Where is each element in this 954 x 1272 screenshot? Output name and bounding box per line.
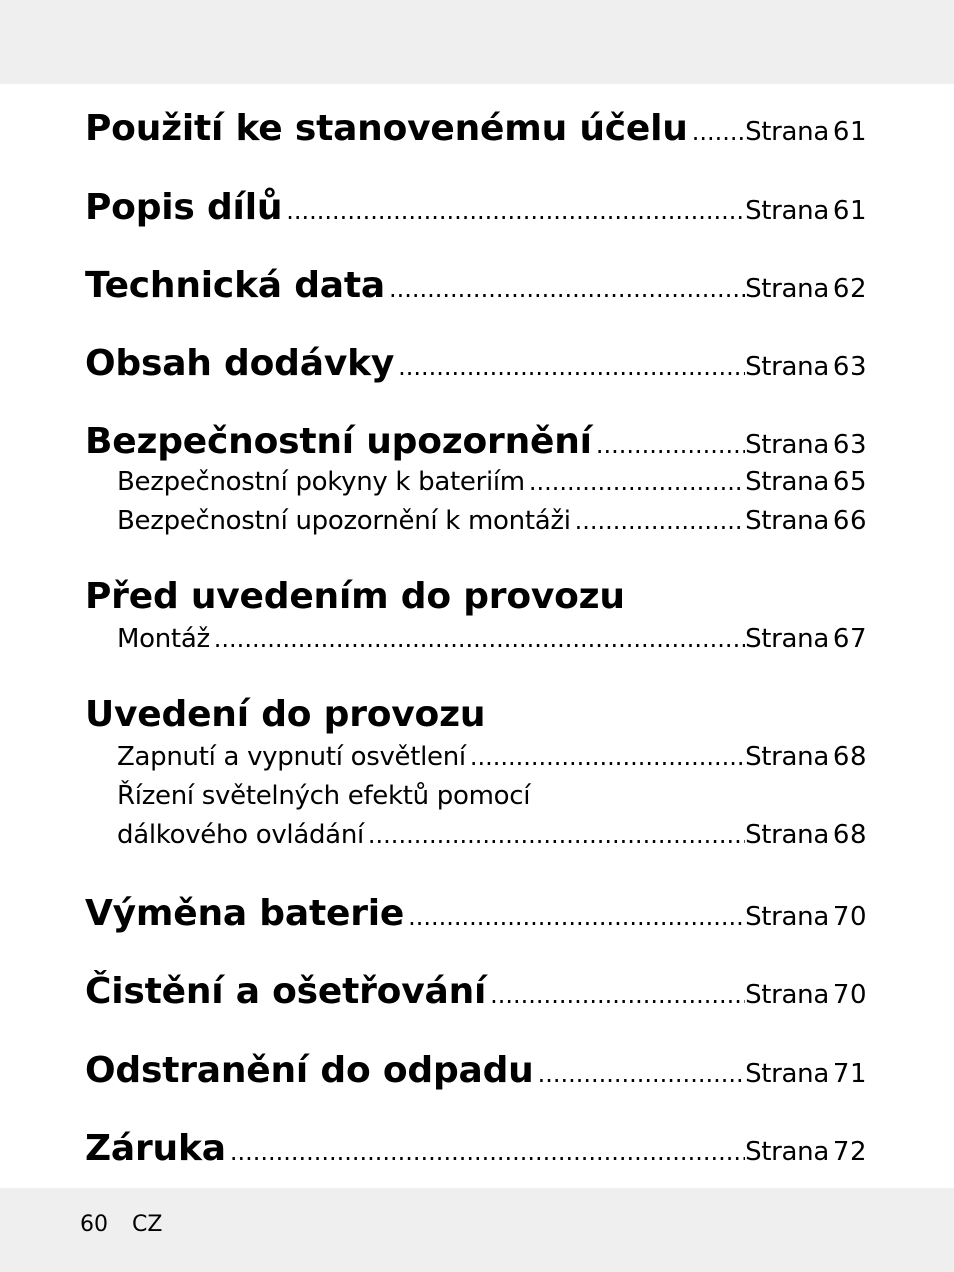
- dot-leader: [571, 507, 745, 536]
- page-number: 68: [832, 742, 867, 772]
- dot-leader: [364, 821, 745, 850]
- toc-entry-title: Použití ke stanovenému účelu: [85, 108, 688, 149]
- dot-leader: [394, 353, 745, 382]
- toc-entry-parts-description[interactable]: [85, 187, 867, 228]
- page-number: 61: [832, 196, 867, 226]
- page-number: 66: [832, 506, 867, 536]
- toc-entry-cleaning-care[interactable]: [85, 971, 867, 1012]
- toc-entry-title: Záruka: [85, 1128, 226, 1169]
- toc-entry-title: dálkového ovládání: [117, 820, 364, 850]
- toc-entry-title: Bezpečnostní upozornění k montáži: [117, 506, 571, 536]
- page-label: Strana: [745, 467, 829, 497]
- page-number: 71: [832, 1059, 867, 1089]
- toc-entry-technical-data[interactable]: [85, 265, 867, 306]
- toc-subentry-light-effects-line1[interactable]: [117, 781, 867, 811]
- toc-entry-title: Řízení světelných efektů pomocí: [117, 781, 531, 811]
- dot-leader: [404, 903, 745, 932]
- toc-entry-title: Před uvedením do provozu: [85, 576, 625, 617]
- toc-subentry-battery-safety[interactable]: [117, 467, 867, 497]
- dot-leader: [466, 743, 745, 772]
- toc-entry-disposal[interactable]: [85, 1050, 867, 1091]
- toc-entry-title: Obsah dodávky: [85, 343, 395, 384]
- dot-leader: [226, 1138, 745, 1167]
- toc-subentry-assembly[interactable]: [117, 624, 867, 654]
- page-number: 70: [832, 980, 867, 1010]
- dot-leader: [688, 118, 745, 147]
- toc-subentry-light-on-off[interactable]: [117, 742, 867, 772]
- page-label: Strana: [745, 274, 829, 304]
- page-number: 65: [832, 467, 867, 497]
- page-label: Strana: [745, 902, 829, 932]
- page-label: Strana: [745, 624, 829, 654]
- dot-leader: [592, 431, 745, 460]
- toc-entry-battery-replacement[interactable]: [85, 893, 867, 934]
- page-label: Strana: [745, 742, 829, 772]
- page-label: Strana: [745, 352, 829, 382]
- dot-leader: [486, 981, 745, 1010]
- page-number: 61: [832, 117, 867, 147]
- page-label: Strana: [745, 430, 829, 460]
- page-label: Strana: [745, 1137, 829, 1167]
- page-label: Strana: [745, 196, 829, 226]
- dot-leader: [210, 625, 745, 654]
- toc-entry-title: Zapnutí a vypnutí osvětlení: [117, 742, 466, 772]
- page-number: 63: [832, 430, 867, 460]
- page-number: 72: [832, 1137, 867, 1167]
- dot-leader: [534, 1060, 745, 1089]
- page-footer: [80, 1212, 162, 1237]
- toc-entry-title: Bezpečnostní pokyny k bateriím: [117, 467, 525, 497]
- toc-entry-title: Čistění a ošetřování: [85, 971, 487, 1012]
- toc-subentry-light-effects-line2[interactable]: [117, 820, 867, 850]
- toc-entry-title: Technická data: [85, 265, 386, 306]
- toc-heading-start-up[interactable]: [85, 694, 867, 735]
- dot-leader: [525, 468, 745, 497]
- footer-language-code: CZ: [132, 1212, 163, 1237]
- toc-entry-intended-use[interactable]: [85, 108, 867, 149]
- toc-entry-title: Odstranění do odpadu: [85, 1050, 534, 1091]
- page-number: 67: [832, 624, 867, 654]
- page-number: 68: [832, 820, 867, 850]
- page-label: Strana: [745, 117, 829, 147]
- page-label: Strana: [745, 506, 829, 536]
- page-number: 70: [832, 902, 867, 932]
- toc-entry-warranty[interactable]: [85, 1128, 867, 1169]
- toc-heading-before-use[interactable]: [85, 576, 867, 617]
- page-label: Strana: [745, 820, 829, 850]
- page-label: Strana: [745, 1059, 829, 1089]
- footer-page-number: 60: [80, 1212, 108, 1237]
- toc-entry-title: Výměna baterie: [85, 893, 405, 934]
- toc-entry-safety-warnings[interactable]: [85, 421, 867, 462]
- toc-entry-title: Montáž: [117, 624, 210, 654]
- dot-leader: [282, 197, 745, 226]
- page-number: 62: [832, 274, 867, 304]
- toc-entry-title: Uvedení do provozu: [85, 694, 486, 735]
- page-label: Strana: [745, 980, 829, 1010]
- page-number: 63: [832, 352, 867, 382]
- toc-subentry-assembly-safety[interactable]: [117, 506, 867, 536]
- toc-entry-title: Bezpečnostní upozornění: [85, 421, 592, 462]
- dot-leader: [385, 275, 745, 304]
- toc-entry-package-contents[interactable]: [85, 343, 867, 384]
- toc-entry-title: Popis dílů: [85, 187, 283, 228]
